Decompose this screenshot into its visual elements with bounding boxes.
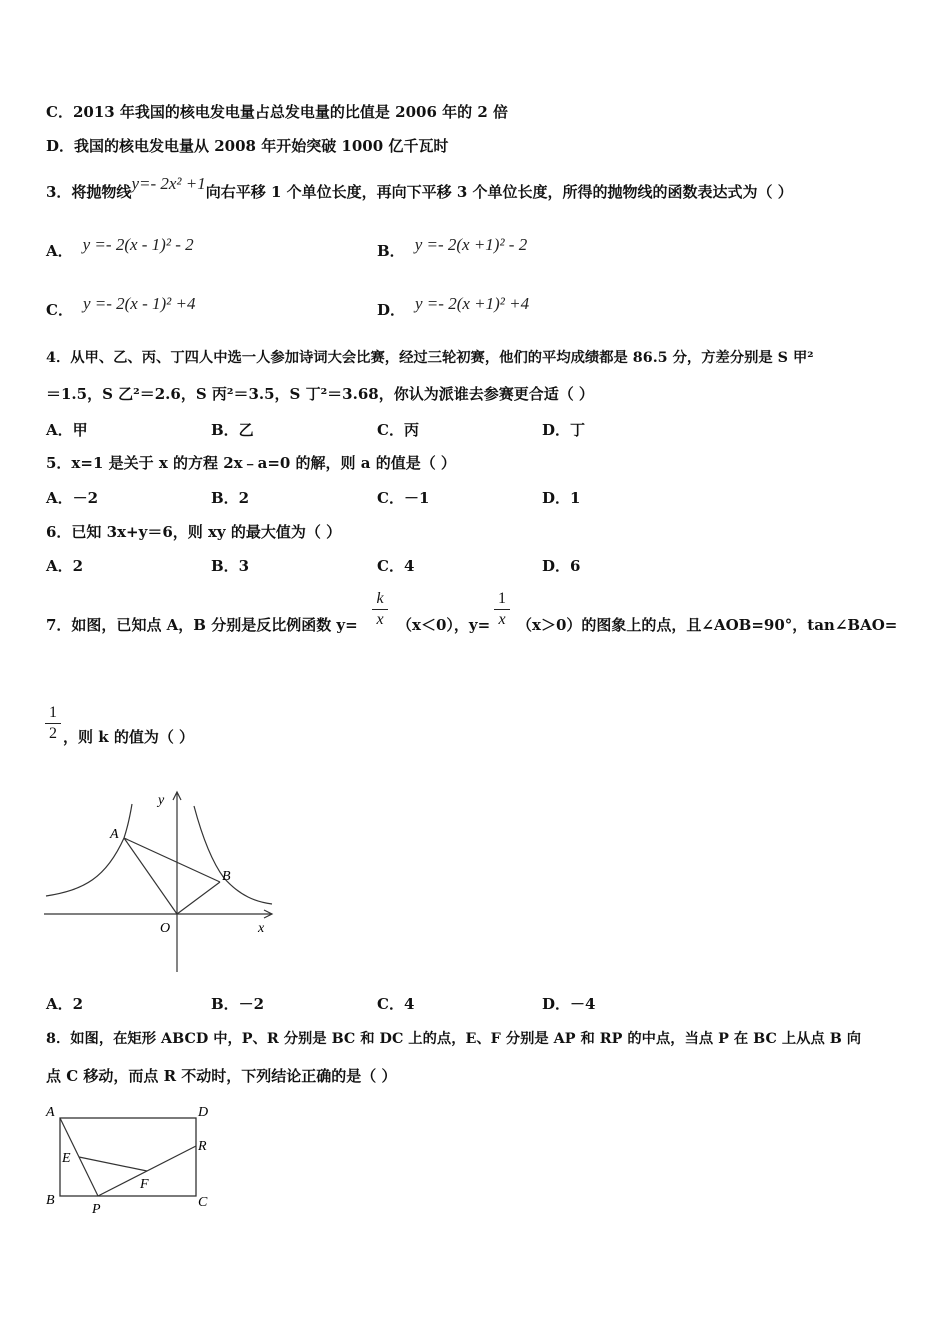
- curve-right-branch: [194, 806, 272, 904]
- q2-option-c: C．2013 年我国的核电发电量占总发电量的比值是 2006 年的 2 倍: [46, 103, 508, 121]
- q3-option-d: D． y =- 2(x +1)² +4: [377, 294, 530, 319]
- q6-option-c: C．4: [377, 557, 415, 575]
- label-f: F: [140, 1177, 149, 1192]
- q3-option-b: B． y =- 2(x +1)² - 2: [377, 235, 528, 260]
- q5-option-a: A．－2: [46, 489, 99, 507]
- label-a: A: [46, 1105, 55, 1120]
- q4-option-c: C．丙: [377, 421, 419, 439]
- segment-ao: [124, 838, 177, 914]
- q3-option-a: A． y =- 2(x - 1)² - 2: [46, 235, 194, 260]
- q4-stem-line1: 4．从甲、乙、丙、丁四人中选一人参加诗词大会比赛，经过三轮初赛，他们的平均成绩都是 86.5 分，方差分别是 S 甲²: [46, 350, 814, 366]
- curve-left-branch: [46, 804, 132, 896]
- q8-stem-line2: 点 C 移动，而点 R 不动时，下列结论正确的是（ ）: [46, 1067, 397, 1085]
- q3-prefix: 3．将抛物线: [46, 183, 132, 201]
- label-b: B: [222, 869, 231, 884]
- label-a: A: [110, 827, 119, 842]
- q7-option-a: A．2: [46, 995, 84, 1013]
- label-p: P: [92, 1202, 101, 1217]
- q7-option-b: B．－2: [211, 995, 265, 1013]
- q7-figure: [44, 786, 276, 976]
- q6-option-b: B．3: [211, 557, 250, 575]
- q4-option-a: A．甲: [46, 421, 88, 439]
- q7-fraction-1-over-x: 1 x: [494, 590, 510, 629]
- q6-option-a: A．2: [46, 557, 84, 575]
- segment-ef: [79, 1157, 147, 1171]
- segment-ob: [177, 882, 220, 914]
- q7-stem-part4: ，则 k 的值为（ ）: [63, 728, 195, 746]
- q5-option-b: B．2: [211, 489, 250, 507]
- label-r: R: [198, 1139, 207, 1154]
- q8-figure: [42, 1100, 222, 1218]
- label-d: D: [198, 1105, 209, 1120]
- q6-stem: 6．已知 3x+y＝6，则 xy 的最大值为（ ）: [46, 523, 342, 541]
- q3-stem: [46, 174, 793, 202]
- q7-stem-part1: 7．如图，已知点 A，B 分别是反比例函数 y=: [46, 616, 358, 634]
- label-y: y: [158, 793, 165, 808]
- q7-stem-part2: （x＜0），y=: [397, 616, 491, 634]
- q7-stem-part3: （x＞0）的图象上的点，且∠AOB=90°，tan∠BAO=: [517, 616, 898, 634]
- q8-stem-line1: 8．如图，在矩形 ABCD 中，P、R 分别是 BC 和 DC 上的点，E、F 分别是 AP 和 RP 的中点，当点 P 在 BC 上从点 B 向: [46, 1031, 862, 1047]
- q4-stem-line2: ＝1.5，S 乙²＝2.6，S 丙²＝3.5，S 丁²＝3.68，你认为派谁去参赛更合适（ ）: [46, 385, 594, 403]
- q7-option-c: C．4: [377, 995, 415, 1013]
- label-c: C: [198, 1195, 208, 1210]
- label-e: E: [62, 1151, 71, 1166]
- segment-ab: [124, 838, 220, 882]
- label-x: x: [258, 921, 265, 936]
- q7-fraction-k-over-x: k x: [372, 590, 388, 629]
- q2-option-d: D．我国的核电发电量从 2008 年开始突破 1000 亿千瓦时: [46, 137, 449, 155]
- q7-option-d: D．－4: [542, 995, 596, 1013]
- q3-option-c: C． y =- 2(x - 1)² +4: [46, 294, 196, 319]
- q5-option-c: C．－1: [377, 489, 430, 507]
- q5-option-d: D．1: [542, 489, 581, 507]
- q4-option-b: B．乙: [211, 421, 254, 439]
- q3-formula: y=- 2x² +1: [131, 174, 206, 193]
- q7-fraction-1-over-2: 1 2: [45, 704, 61, 743]
- label-b: B: [46, 1193, 55, 1208]
- q5-stem: 5．x=1 是关于 x 的方程 2x﹣a=0 的解，则 a 的值是（ ）: [46, 454, 456, 472]
- q4-option-d: D．丁: [542, 421, 586, 439]
- label-o: O: [160, 921, 171, 936]
- q3-suffix: 向右平移 1 个单位长度，再向下平移 3 个单位长度，所得的抛物线的函数表达式为（ ）: [205, 183, 793, 201]
- q6-option-d: D．6: [542, 557, 581, 575]
